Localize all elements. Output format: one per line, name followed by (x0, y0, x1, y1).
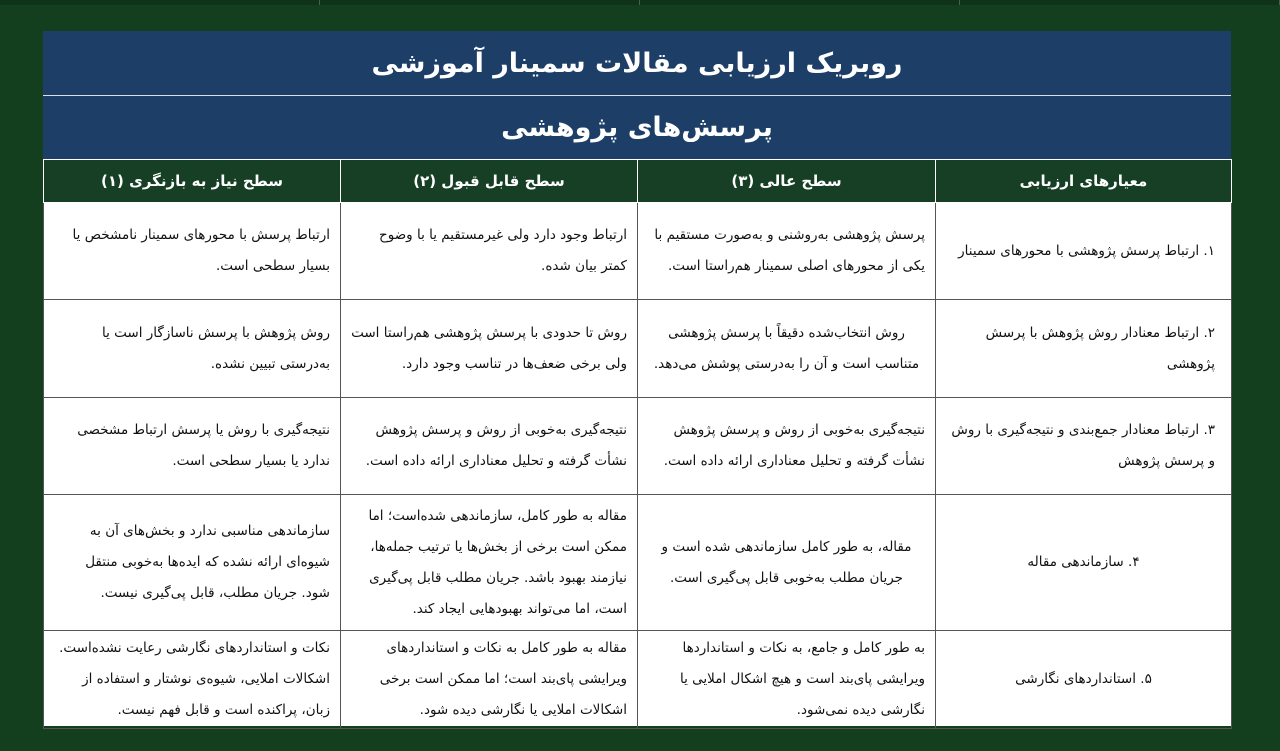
criterion-cell: ۲. ارتباط معنادار روش پژوهش با پرسش پژوهشی (936, 300, 1232, 398)
rubric-title: روبریک ارزیابی مقالات سمینار آموزشی (43, 31, 1231, 96)
excellent-cell: به طور کامل و جامع، به نکات و استانداردها ویرایشی پای‌بند است و هیچ اشکال املایی یا نگارشی دیده نمی‌شود. (638, 631, 936, 729)
table-row (44, 398, 1232, 495)
revision-cell: نتیجه‌گیری با روش یا پرسش ارتباط مشخصی ندارد یا بسیار سطحی است. (44, 398, 341, 495)
header-criteria: معیارهای ارزیابی (936, 160, 1232, 203)
spreadsheet-top-strip (0, 0, 1280, 5)
criterion-cell: ۴. سازماندهی مقاله (936, 495, 1232, 631)
excellent-cell: روش انتخاب‌شده دقیقاً با پرسش پژوهشی متناسب است و آن را به‌درستی پوشش می‌دهد. (638, 300, 936, 398)
acceptable-cell: روش تا حدودی با پرسش پژوهشی هم‌راستا است ولی برخی ضعف‌ها در تناسب وجود دارد. (341, 300, 638, 398)
revision-cell: ارتباط پرسش با محورهای سمینار نامشخص یا بسیار سطحی است. (44, 203, 341, 300)
rubric-table (43, 159, 1232, 729)
excellent-cell: مقاله، به طور کامل سازماندهی شده است و جریان مطلب به‌خوبی قابل پی‌گیری است. (638, 495, 936, 631)
strip-cell (960, 0, 1280, 5)
header-acceptable: سطح قابل قبول (۲) (341, 160, 638, 203)
table-row (44, 300, 1232, 398)
table-row (44, 203, 1232, 300)
acceptable-cell: مقاله به طور کامل، سازماندهی شده‌است؛ اما ممکن است برخی از بخش‌ها یا ترتیب جمله‌ها، نیازمند بهبود باشد. جریان مطلب قابل پی‌گیری است، اما می‌تواند بهبودهایی ایجاد کند. (341, 495, 638, 631)
revision-cell: روش پژوهش با پرسش ناسازگار است یا به‌درستی تبیین نشده. (44, 300, 341, 398)
strip-cell (320, 0, 640, 5)
strip-cell (0, 0, 320, 5)
criterion-cell: ۳. ارتباط معنادار جمع‌بندی و نتیجه‌گیری با روش و پرسش پژوهش (936, 398, 1232, 495)
acceptable-cell: نتیجه‌گیری به‌خوبی از روش و پرسش پژوهش نشأت گرفته و تحلیل معناداری ارائه داده است. (341, 398, 638, 495)
table-row (44, 495, 1232, 631)
excellent-cell: پرسش پژوهشی به‌روشنی و به‌صورت مستقیم با یکی از محورهای اصلی سمینار هم‌راستا است. (638, 203, 936, 300)
criterion-cell: ۵. استانداردهای نگارشی (936, 631, 1232, 729)
revision-cell: سازماندهی مناسبی ندارد و بخش‌های آن به شیوه‌ای ارائه نشده که ایده‌ها به‌خوبی منتقل شود. جریان مطلب، قابل پی‌گیری نیست. (44, 495, 341, 631)
header-excellent: سطح عالی (۳) (638, 160, 936, 203)
rubric-sheet (43, 31, 1231, 726)
strip-cell (640, 0, 960, 5)
revision-cell: نکات و استانداردهای نگارشی رعایت نشده‌است. اشکالات املایی، شیوه‌ی نوشتار و استفاده از زبان، پراکنده است و قابل فهم نیست. (44, 631, 341, 729)
rubric-subtitle: پرسش‌های پژوهشی (43, 96, 1231, 159)
table-row (44, 631, 1232, 729)
acceptable-cell: مقاله به طور کامل به نکات و استانداردهای ویرایشی پای‌بند است؛ اما ممکن است برخی اشکالات املایی یا نگارشی دیده شود. (341, 631, 638, 729)
criterion-cell: ۱. ارتباط پرسش پژوهشی با محورهای سمینار (936, 203, 1232, 300)
excellent-cell: نتیجه‌گیری به‌خوبی از روش و پرسش پژوهش نشأت گرفته و تحلیل معناداری ارائه داده است. (638, 398, 936, 495)
header-revision: سطح نیاز به بازنگری (۱) (44, 160, 341, 203)
acceptable-cell: ارتباط وجود دارد ولی غیرمستقیم یا با وضوح کمتر بیان شده. (341, 203, 638, 300)
header-row (44, 160, 1232, 203)
